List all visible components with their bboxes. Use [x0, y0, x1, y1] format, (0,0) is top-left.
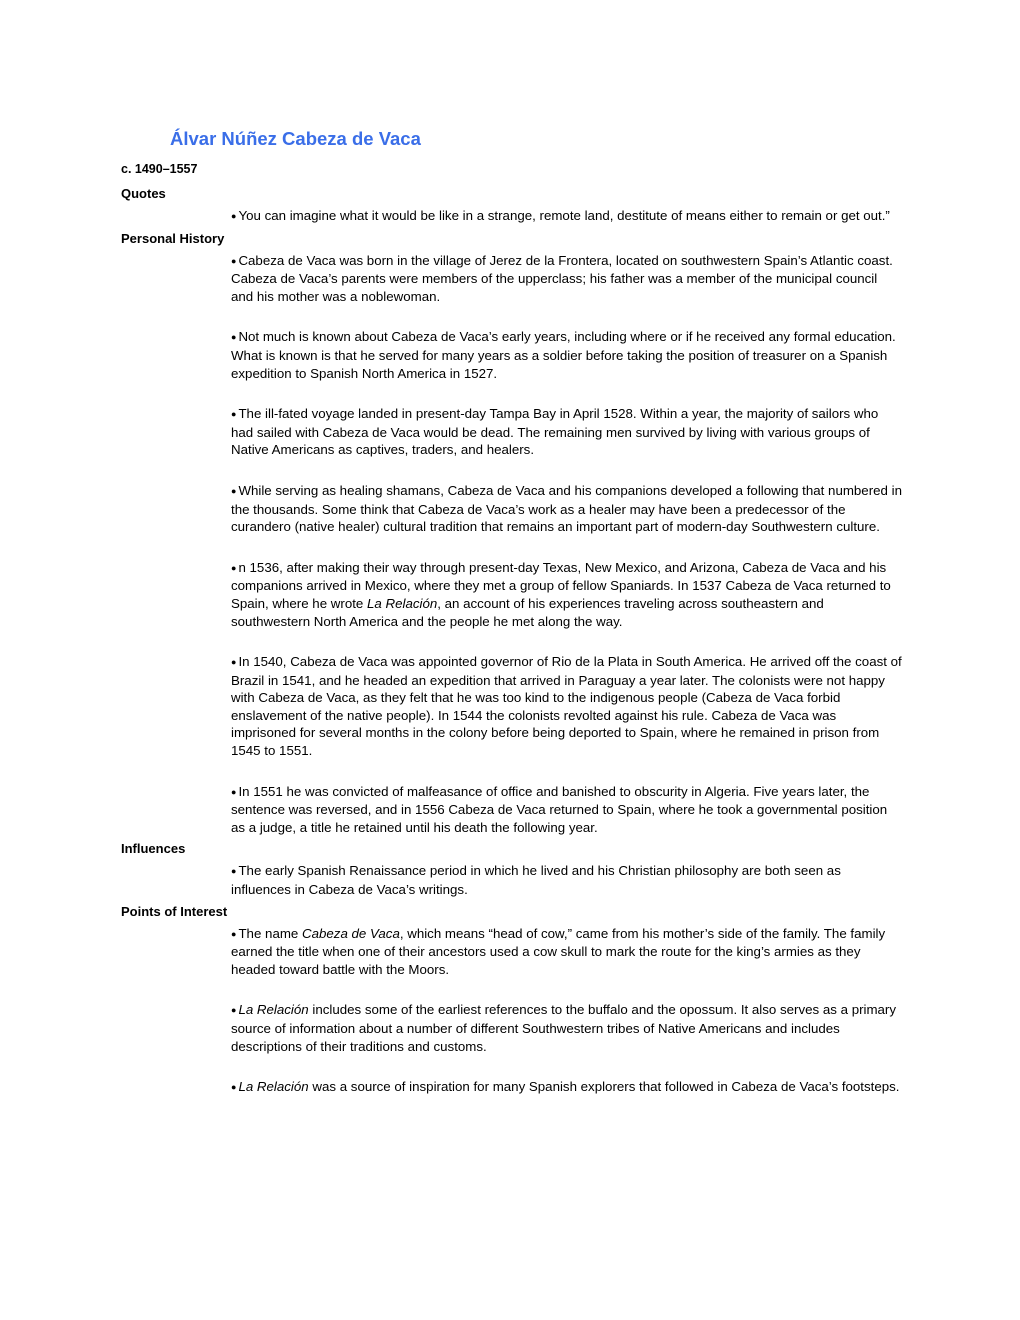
- personal-history-list: [121, 248, 911, 837]
- list-item-text: While serving as healing shamans, Cabeza de Vaca and his companions developed a following that numbered in the thousands. Some think that Cabeza de Vaca’s work as a healer may have been a predecessor of the curandero (native healer) cultural tradition that remains an important part of modern-day Southwestern culture.: [231, 482, 902, 535]
- points-of-interest-list: [121, 921, 911, 1097]
- list-item-text-post: , an account of his experiences traveling across southeastern and southwestern North America and the people he met along the way.: [231, 595, 824, 629]
- document-body: [121, 160, 911, 1101]
- section-points-of-interest: [121, 903, 911, 1097]
- list-item: [231, 858, 903, 898]
- list-item: [231, 921, 903, 979]
- list-item: [231, 478, 903, 536]
- section-influences: [121, 840, 911, 898]
- list-item-text: Cabeza de Vaca was born in the village of Jerez de la Frontera, located on southwestern Spain’s Atlantic coast. Cabeza de Vaca’s parents were members of the upperclass; his father was a member of the municipal council and his mother was a noblewoman.: [231, 252, 893, 304]
- list-item-text-post: , which means “head of cow,” came from his mother’s side of the family. The family earned the title when one of their ancestors used a cow skull to mark the route for the king’s armies as they headed toward battle with the Moors.: [231, 925, 886, 977]
- book-title-emphasis: La Relación: [238, 1079, 309, 1095]
- bullet-icon: ●: [231, 562, 237, 573]
- section-heading-personal-history: Personal History: [121, 230, 225, 246]
- list-item: [231, 324, 903, 382]
- section-heading-points-of-interest: Points of Interest: [121, 903, 228, 919]
- list-item-text: The ill-fated voyage landed in present-day Tampa Bay in April 1528. Within a year, the majority of sailors who had sailed with Cabeza de Vaca would be dead. The remaining men survived by living with various groups of Native Americans as captives, traders, and healers.: [231, 406, 879, 458]
- section-personal-history: [121, 230, 911, 837]
- name-emphasis: Cabeza de Vaca: [302, 925, 400, 941]
- list-item-text-pre: The name: [238, 925, 303, 941]
- bullet-icon: ●: [231, 211, 237, 221]
- life-dates: c. 1490–1557: [121, 162, 198, 176]
- list-item: [231, 997, 903, 1055]
- list-item: [231, 779, 903, 837]
- list-item-text: You can imagine what it would be like in a strange, remote land, destitute of means either to remain or get out.”: [238, 208, 890, 223]
- section-quotes: [121, 185, 911, 226]
- list-item-text-pre: n 1536, after making their way through present-day Texas, New Mexico, and Arizona, Cabeza de Vaca and his companions arrived in Mexico, where they met a group of fellow Spaniards. In 1537 Cabeza de Vaca returned to Spain, where he wrote: [231, 559, 891, 611]
- bullet-icon: ●: [231, 1005, 237, 1016]
- bullet-icon: ●: [231, 485, 237, 496]
- bullet-icon: ●: [231, 255, 237, 266]
- list-item-text: The early Spanish Renaissance period in which he lived and his Christian philosophy are both seen as influences in Cabeza de Vaca’s writings.: [231, 863, 841, 898]
- list-item: [231, 555, 903, 630]
- section-heading-influences: Influences: [121, 841, 186, 857]
- list-item-text: Not much is known about Cabeza de Vaca’s early years, including where or if he received any formal education. What is known is that he served for many years as a soldier before taking the position of treasurer on a Spanish expedition to Spanish North America in 1527.: [231, 329, 896, 381]
- bullet-icon: ●: [231, 1082, 237, 1093]
- list-item: [231, 203, 903, 226]
- list-item-text-post: includes some of the earliest references to the buffalo and the opossum. It also serves as a primary source of information about a number of different Southwestern tribes of Native Americans and includes descriptions of their traditions and customs.: [231, 1002, 897, 1054]
- bullet-icon: ●: [231, 657, 237, 668]
- list-item-text-post: was a source of inspiration for many Spanish explorers that followed in Cabeza de Vaca’s footsteps.: [308, 1079, 900, 1095]
- bullet-icon: ●: [231, 332, 237, 343]
- list-item: [231, 649, 903, 760]
- quotes-list: [121, 203, 911, 226]
- list-item-text: In 1540, Cabeza de Vaca was appointed governor of Rio de la Plata in South America. He arrived off the coast of Brazil in 1541, and he headed an expedition that arrived in Paraguay a year later. The colonists were not happy with Cabeza de Vaca, as they felt that he was too kind to the indigenous people (Cabeza de Vaca forbid enslavement of the native people). In 1544 the colonists revolted against his rule. Cabeza de Vaca was imprisoned for several months in the colony before being deported to Spain, where he remained in prison from 1545 to 1551.: [231, 654, 902, 759]
- influences-list: [121, 858, 911, 898]
- list-item: [231, 248, 903, 306]
- bullet-icon: ●: [231, 866, 237, 877]
- list-item: [231, 1074, 903, 1097]
- bullet-icon: ●: [231, 928, 237, 939]
- book-title-emphasis: La Relación: [238, 1002, 309, 1018]
- list-item: [231, 401, 903, 459]
- bullet-icon: ●: [231, 786, 237, 797]
- list-item-text: In 1551 he was convicted of malfeasance of office and banished to obscurity in Algeria. Five years later, the sentence was reversed, and in 1556 Cabeza de Vaca returned to Spain, where he took a governmental position as a judge, a title he retained until his death the following year.: [231, 783, 888, 835]
- page-title: Álvar Núñez Cabeza de Vaca: [170, 128, 421, 149]
- book-title-emphasis: La Relación: [367, 595, 438, 611]
- bullet-icon: ●: [231, 409, 237, 420]
- section-heading-quotes: Quotes: [121, 186, 166, 201]
